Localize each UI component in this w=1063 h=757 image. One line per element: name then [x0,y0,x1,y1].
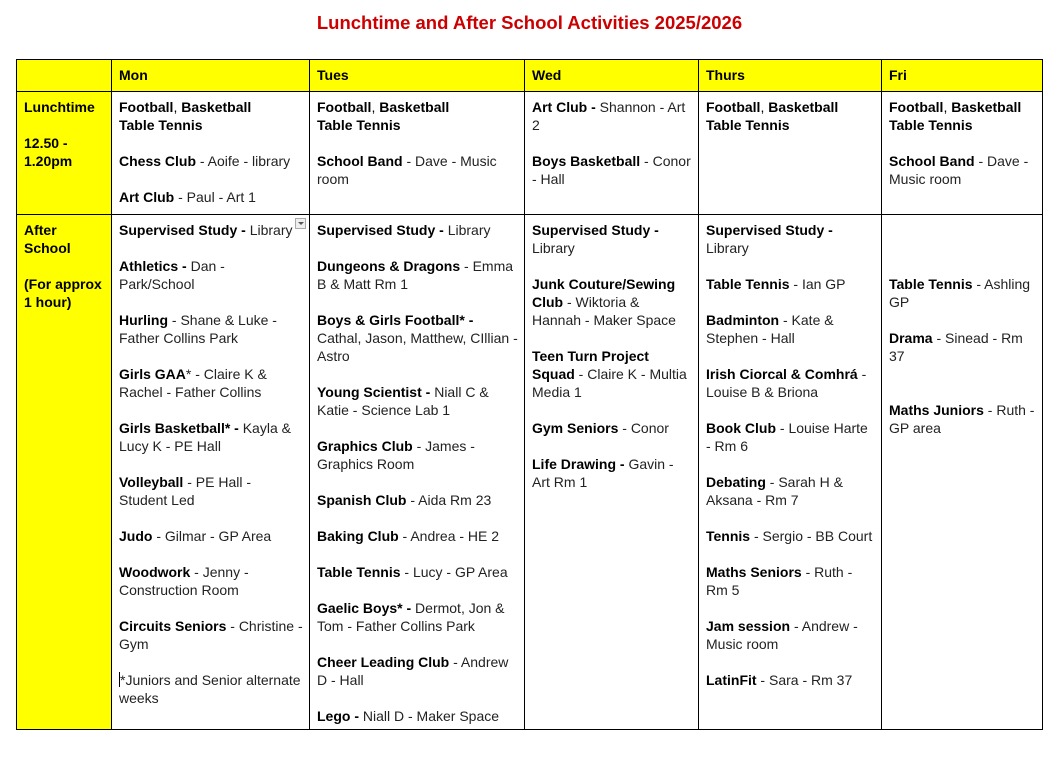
activity-name: Judo [119,528,153,544]
activity-item [317,707,518,725]
activity-details: - Jenny - Construction Room [119,564,249,598]
activity-item [706,473,875,509]
activity-name: Supervised Study - [317,222,444,238]
activity-item: Football, Basketball Table Tennis [706,99,839,133]
activity-details: - Andrew - Music room [706,618,858,652]
activity-details: - Shane & Luke - Father Collins Park [119,312,277,346]
activity-item [317,491,518,509]
activity-item [532,455,692,491]
activity-details: - Kate & Stephen - Hall [706,312,834,346]
activity-item [317,311,518,365]
after-wed-cell[interactable] [525,215,699,730]
activity-item: Art Club - Shannon - Art 2 [532,99,686,133]
after-school-note: (For approx 1 hour) [24,276,102,310]
activity-details: Dermot, Jon & Tom - Father Collins Park [317,600,505,634]
header-wed[interactable]: Wed [525,60,699,92]
activity-name: LatinFit [706,672,757,688]
activity-name: Table Tennis [317,564,401,580]
activity-item: Art Club - Paul - Art 1 [119,189,256,205]
lunch-fri-cell[interactable] [882,92,1043,215]
activity-item [706,419,875,455]
after-thurs-cell[interactable] [699,215,882,730]
header-mon[interactable]: Mon [112,60,310,92]
lunchtime-time: 12.50 - 1.20pm [24,135,73,169]
activity-details: - Claire K - Multia Media 1 [532,366,687,400]
activity-name: Hurling [119,312,168,328]
activity-details: - Lucy - GP Area [400,564,508,580]
activity-details: * - Claire K & Rachel - Father Collins [119,366,267,400]
activity-name: Irish Ciorcal & Comhrá [706,366,858,382]
activity-name: Supervised Study - [706,222,833,238]
activity-name: Maths Juniors [889,402,984,418]
activity-item: Football, Basketball Table Tennis [119,99,252,133]
activity-details: Library [706,240,749,256]
activity-details: *Juniors and Senior alternate weeks [119,672,301,706]
activity-item [317,599,518,635]
activity-name: Girls Basketball* - [119,420,239,436]
activity-name: Junk Couture/Sewing Club [532,276,676,310]
activity-item [706,527,875,545]
activity-details: - Louise B & Briona [706,366,867,400]
activity-details: - Sergio - BB Court [750,528,873,544]
activity-item [317,383,518,419]
activity-details: - Ruth - GP area [889,402,1035,436]
activity-item [119,257,303,293]
activity-item [706,617,875,653]
activity-name: Dungeons & Dragons [317,258,461,274]
activity-item [532,419,692,437]
activity-name: Circuits Seniors [119,618,227,634]
header-corner-cell[interactable] [17,60,112,92]
activity-item [119,311,303,347]
lunchtime-label: Lunchtime [24,99,95,115]
activity-item: Chess Club - Aoife - library [119,153,291,169]
activity-details: Kayla & Lucy K - PE Hall [119,420,291,454]
after-fri-cell[interactable] [882,215,1043,730]
activity-details: - Ruth - Rm 5 [706,564,853,598]
activity-item: Football, Basketball Table Tennis [889,99,1022,133]
activity-name: Badminton [706,312,780,328]
activity-item [317,257,518,293]
activity-item [317,563,518,581]
after-tues-cell[interactable] [310,215,525,730]
activity-details: - James - Graphics Room [317,438,475,472]
activity-item [532,347,692,401]
activity-item [119,365,303,401]
activity-details: - Louise Harte - Rm 6 [706,420,868,454]
header-tues[interactable]: Tues [310,60,525,92]
activity-details: - Ashling GP [889,276,1031,310]
activity-item [317,653,518,689]
activity-name: Jam session [706,618,791,634]
activity-item [119,221,303,239]
activity-item [317,527,518,545]
activities-table [16,59,1043,730]
activity-details: - Andrea - HE 2 [398,528,500,544]
activity-name: Volleyball [119,474,184,490]
activity-details: - Sara - Rm 37 [756,672,853,688]
activity-item [119,527,303,545]
activity-details: Cathal, Jason, Matthew, CIllian - Astro [317,330,518,364]
after-school-label-cell[interactable] [17,215,112,730]
activity-name: Young Scientist - [317,384,431,400]
activity-name: Book Club [706,420,776,436]
activity-details: - Sinead - Rm 37 [889,330,1023,364]
footnote [119,671,303,707]
activity-name: Woodwork [119,564,191,580]
activity-details: Library [443,222,491,238]
activity-item [889,401,1036,437]
page-title: Lunchtime and After School Activities 2025/2026 [316,12,743,33]
lunch-wed-cell[interactable] [525,92,699,215]
header-row [17,60,1043,92]
lunch-thurs-cell[interactable] [699,92,882,215]
activity-item [706,365,875,401]
activity-name: Graphics Club [317,438,413,454]
activity-item [706,311,875,347]
activity-details: - Sarah H & Aksana - Rm 7 [706,474,843,508]
activity-name: Debating [706,474,766,490]
activity-name: Cheer Leading Club [317,654,450,670]
activity-name: Baking Club [317,528,399,544]
activity-item [532,221,692,257]
activity-item [889,329,1036,365]
after-school-row [17,215,1043,730]
activity-item [119,419,303,455]
activity-item [532,275,692,329]
activity-details: - Conor [618,420,669,436]
activity-item [706,671,875,689]
activity-details: Gavin - Art Rm 1 [532,456,674,490]
lunch-mon-cell[interactable] [112,92,310,215]
after-mon-cell[interactable] [112,215,310,730]
activity-details: - Ian GP [789,276,846,292]
activity-details: - Christine - Gym [119,618,303,652]
activity-details: Niall C & Katie - Science Lab 1 [317,384,489,418]
activity-details: - PE Hall - Student Led [119,474,252,508]
activity-details: Niall D - Maker Space [359,708,500,724]
activity-details: - Wiktoria & Hannah - Maker Space [532,294,676,328]
activity-item [119,617,303,653]
activity-item [706,221,875,257]
activity-name: Life Drawing - [532,456,625,472]
lunchtime-label-cell[interactable] [17,92,112,215]
header-thurs[interactable]: Thurs [699,60,882,92]
activity-name: Table Tennis [706,276,790,292]
lunchtime-row [17,92,1043,215]
activity-details: - Aida Rm 23 [406,492,492,508]
activity-details: Library [245,222,293,238]
activity-item [706,275,875,293]
activity-name: Spanish Club [317,492,407,508]
activity-name: Supervised Study - [532,222,659,238]
activity-item [119,473,303,509]
activity-name: Table Tennis [889,276,973,292]
activity-name: Supervised Study - [119,222,246,238]
activity-name: Drama [889,330,933,346]
header-fri[interactable]: Fri [882,60,1043,92]
cell-dropdown-icon[interactable] [295,218,306,229]
after-school-label: After School [24,222,71,256]
activity-item [119,563,303,599]
activity-name: Athletics - [119,258,187,274]
activity-name: Girls GAA [119,366,186,382]
activity-details: - Andrew D - Hall [317,654,509,688]
activity-details: Dan - Park/School [119,258,225,292]
activity-item: Boys Basketball - Conor - Hall [532,153,691,187]
activity-name: Gym Seniors [532,420,619,436]
activity-item [706,563,875,599]
activity-details: - Emma B & Matt Rm 1 [317,258,514,292]
activity-name: Boys & Girls Football* - [317,312,474,328]
activity-details: Library [532,240,575,256]
activity-item [317,221,518,239]
activity-item: School Band - Dave - Music room [317,153,497,187]
activity-name: Teen Turn Project Squad [532,348,649,382]
activity-name: Lego - [317,708,359,724]
activity-item: Football, Basketball Table Tennis [317,99,450,133]
activity-item [317,437,518,473]
activity-item [889,275,1036,311]
lunch-tues-cell[interactable] [310,92,525,215]
activity-details: - Gilmar - GP Area [152,528,272,544]
activity-name: Maths Seniors [706,564,802,580]
activity-name: Tennis [706,528,751,544]
activity-item: School Band - Dave - Music room [889,153,1029,187]
activity-name: Gaelic Boys* - [317,600,412,616]
